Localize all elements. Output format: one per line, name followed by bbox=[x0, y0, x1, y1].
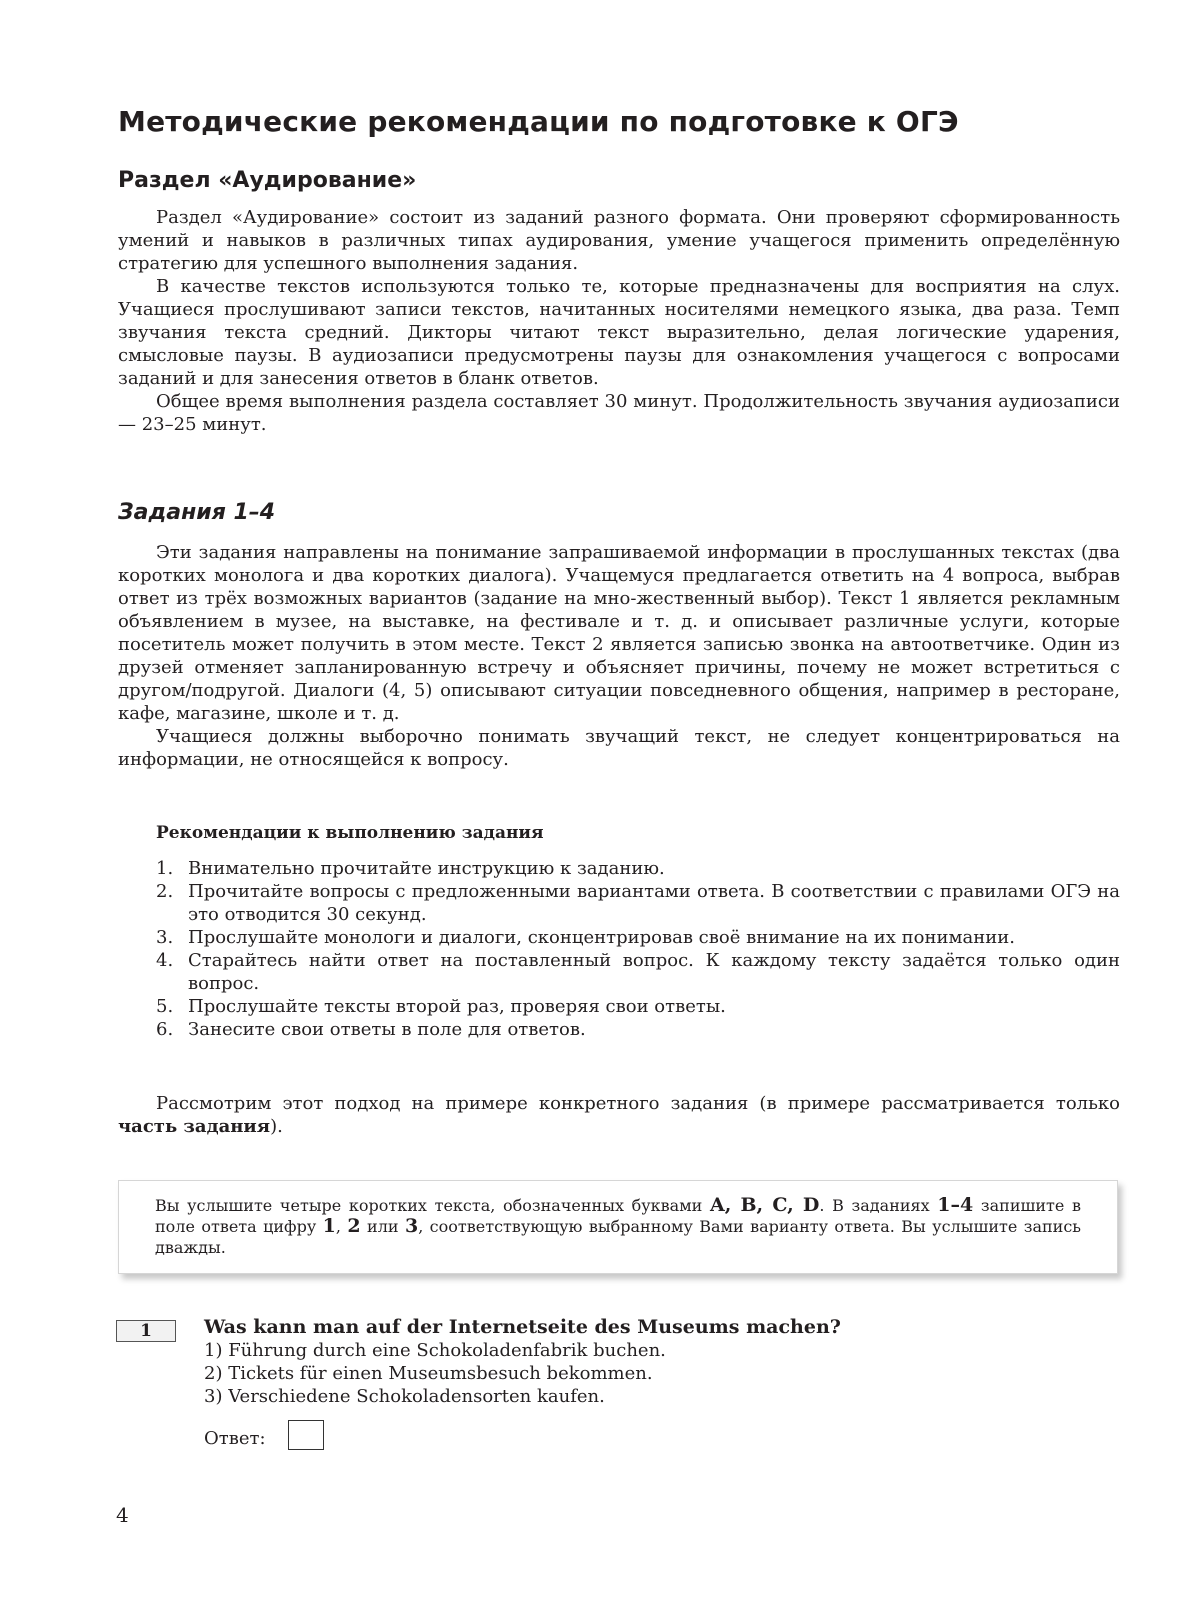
list-item-number: 3. bbox=[156, 927, 174, 948]
section-paragraph: Общее время выполнения раздела составляет 30 минут. Продолжительность звучания аудиозаписи — 23–25 минут. bbox=[118, 391, 1120, 435]
tasks-paragraph: Учащиеся должны выборочно понимать звучащий текст, не следует концентрироваться на информации, не относящейся к вопросу. bbox=[118, 726, 1120, 770]
list-item-text: Старайтесь найти ответ на поставленный вопрос. К каждому тексту задаётся только один вопрос. bbox=[188, 950, 1120, 994]
closing-bold: часть задания bbox=[118, 1116, 271, 1137]
instruction-text: или bbox=[360, 1217, 405, 1236]
instruction-letters: A, B, C, D bbox=[709, 1194, 820, 1216]
answer-field[interactable] bbox=[288, 1420, 324, 1450]
instruction-text: запишите в поле ответа цифру bbox=[155, 1196, 1082, 1236]
closing-text: Рассмотрим этот подход на примере конкретного задания (в примере рассматривается только bbox=[156, 1093, 1120, 1114]
closing-paragraph bbox=[118, 1092, 1120, 1138]
instruction-task-range: 1–4 bbox=[937, 1194, 974, 1216]
recommendations-list bbox=[156, 857, 1120, 1041]
page-number: 4 bbox=[116, 1503, 129, 1527]
instruction-digit: 1 bbox=[322, 1215, 336, 1237]
section-paragraph: В качестве текстов используются только те, которые предназначены для восприятия на слух. Учащиеся прослушивают записи текстов, начитанных носителями немецкого языка, два раза. Темп звучания текста средний. Дикторы читают текст выразительно, делая логические ударения, смысловые паузы. В аудиозаписи предусмотрены паузы для ознакомления учащегося с вопросами заданий и для занесения ответов в бланк ответов. bbox=[118, 276, 1120, 389]
tasks-text bbox=[118, 541, 1120, 771]
question-option: 2) Tickets für einen Museumsbesuch bekommen. bbox=[204, 1363, 653, 1384]
list-item bbox=[156, 995, 1120, 1018]
list-item-number: 1. bbox=[156, 858, 174, 879]
instruction-text: Вы услышите четыре коротких текста, обозначенных буквами bbox=[155, 1196, 710, 1215]
list-item-text: Прочитайте вопросы с предложенными вариантами ответа. В соответствии с правилами ОГЭ на это отводится 30 секунд. bbox=[188, 881, 1120, 925]
tasks-heading: Задания 1–4 bbox=[118, 500, 276, 525]
question-text: Was kann man auf der Internetseite des Museums machen? bbox=[204, 1316, 841, 1338]
instruction-text: , соответствующую выбранному Вами варианту ответа. Вы услышите запись дважды. bbox=[155, 1217, 1081, 1257]
question bbox=[204, 1316, 1124, 1408]
list-item bbox=[156, 949, 1120, 995]
list-item-text: Внимательно прочитайте инструкцию к заданию. bbox=[188, 858, 665, 879]
instruction-box bbox=[118, 1180, 1118, 1274]
instruction-digit: 2 bbox=[347, 1215, 361, 1237]
answer-label: Ответ: bbox=[204, 1428, 266, 1449]
question-option: 1) Führung durch eine Schokoladenfabrik buchen. bbox=[204, 1340, 666, 1361]
page-title: Методические рекомендации по подготовке к ОГЭ bbox=[118, 105, 959, 138]
closing-text-end: ). bbox=[270, 1116, 283, 1137]
list-item-number: 6. bbox=[156, 1019, 174, 1040]
section-heading: Раздел «Аудирование» bbox=[118, 168, 417, 193]
list-item-text: Прослушайте монологи и диалоги, сконцентрировав своё внимание на их понимании. bbox=[188, 927, 1015, 948]
question-number-box: 1 bbox=[116, 1320, 176, 1342]
recommendations-title: Рекомендации к выполнению задания bbox=[156, 823, 544, 843]
list-item-number: 5. bbox=[156, 996, 174, 1017]
list-item-text: Прослушайте тексты второй раз, проверяя свои ответы. bbox=[188, 996, 726, 1017]
list-item bbox=[156, 1018, 1120, 1041]
list-item bbox=[156, 926, 1120, 949]
instruction-text: . В заданиях bbox=[819, 1196, 938, 1215]
tasks-paragraph: Эти задания направлены на понимание запрашиваемой информации в прослушанных текстах (два коротких монолога и два коротких диалога). Учащемуся предлагается ответить на 4 вопроса, выбрав ответ из трёх возможных вариантов (задание на мно-жественный выбор). Текст 1 является рекламным объявлением в музее, на выставке, на фестивале и т. д. и описывает различные услуги, которые посетитель может получить в этом месте. Текст 2 является записью звонка на автоответчике. Один из друзей отменяет запланированную встречу и объясняет причины, почему не может встретиться с другом/подругой. Диалоги (4, 5) описывают ситуации повседневного общения, например в ресторане, кафе, магазине, школе и т. д. bbox=[118, 542, 1120, 724]
list-item bbox=[156, 880, 1120, 926]
section-paragraph: Раздел «Аудирование» состоит из заданий разного формата. Они проверяют сформированность умений и навыков в различных типах аудирования, умение учащегося применить определённую стратегию для успешного выполнения задания. bbox=[118, 207, 1120, 274]
list-item-text: Занесите свои ответы в поле для ответов. bbox=[188, 1019, 586, 1040]
instruction-text: , bbox=[335, 1217, 348, 1236]
list-item-number: 4. bbox=[156, 950, 174, 971]
list-item-number: 2. bbox=[156, 881, 174, 902]
list-item bbox=[156, 857, 1120, 880]
instruction-digit: 3 bbox=[404, 1215, 419, 1237]
question-options bbox=[204, 1339, 1124, 1408]
section-text bbox=[118, 206, 1120, 436]
question-option: 3) Verschiedene Schokoladensorten kaufen. bbox=[204, 1386, 605, 1407]
